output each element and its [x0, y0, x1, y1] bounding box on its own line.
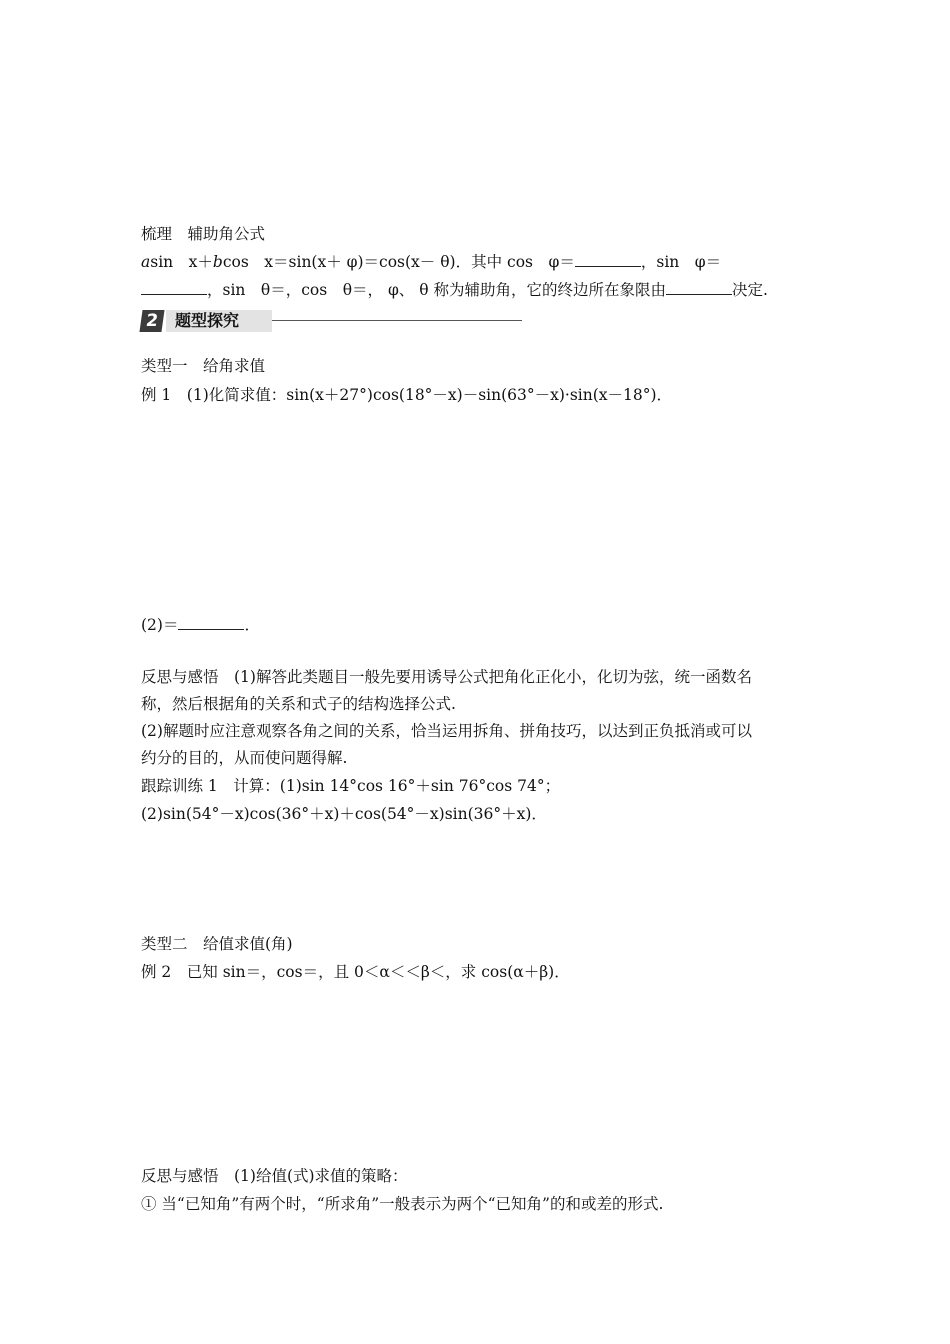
- answer-blank[interactable]: [178, 615, 244, 630]
- type1-heading: 类型一 给角求值: [141, 357, 266, 375]
- formula-part-2: cos x＝sin(x＋ φ)＝cos(x－ θ)．其中 cos φ＝: [222, 253, 575, 271]
- answer-blank[interactable]: [575, 252, 641, 267]
- reflection-line: ① 当“已知角”有两个时，“所求角”一般表示为两个“已知角”的和或差的形式.: [141, 1195, 664, 1213]
- formula-line-1: [141, 252, 721, 272]
- example1-text: 例 1 (1)化简求值：sin(x＋27°)cos(18°－x)－sin(63°－x)·sin(x－18°)．: [141, 386, 673, 404]
- reflection-line: (2)解题时应注意观察各角之间的关系，恰当运用拆角、拼角技巧，以达到正负抵消或可以: [141, 722, 752, 740]
- practice-line: (2)sin(54°－x)cos(36°＋x)＋cos(54°－x)sin(36°＋x)．: [141, 805, 547, 823]
- section-header: [141, 308, 521, 336]
- reflection-line: 称，然后根据角的关系和式子的结构选择公式.: [141, 695, 456, 713]
- formula-part-3: ，sin φ＝: [640, 253, 722, 271]
- example2-text: 例 2 已知 sin＝，cos＝，且 0＜α＜＜β＜，求 cos(α＋β)．: [141, 963, 570, 981]
- formula-line-2: [141, 280, 768, 300]
- part2-prefix: (2)＝: [141, 616, 179, 634]
- formula-part-1: sin x＋: [150, 253, 213, 271]
- practice-line: 跟踪训练 1 计算：(1)sin 14°cos 16°＋sin 76°cos 74°；: [141, 777, 561, 795]
- answer-blank[interactable]: [666, 280, 732, 295]
- section-number-badge: 2: [139, 310, 164, 332]
- formula-a: a: [141, 253, 151, 271]
- formula-line-2-text: ，sin θ＝，cos θ＝， φ、 θ 称为辅助角，它的终边所在象限由: [207, 281, 666, 299]
- formula-line-2-end: 决定.: [732, 281, 768, 299]
- section-title: 题型探究: [175, 311, 240, 330]
- answer-blank[interactable]: [141, 280, 207, 295]
- section-divider: [272, 320, 522, 321]
- example1-part2: [141, 615, 260, 635]
- type2-heading: 类型二 给值求值(角): [141, 935, 293, 953]
- formula-b: b: [212, 253, 223, 271]
- reflection-line: 约分的目的，从而使问题得解.: [141, 749, 348, 767]
- summary-heading: 梳理 辅助角公式: [141, 225, 266, 243]
- reflection-line: 反思与感悟 (1)解答此类题目一般先要用诱导公式把角化正化小，化切为弦，统一函数名: [141, 668, 752, 686]
- reflection-line: 反思与感悟 (1)给值(式)求值的策略：: [141, 1167, 408, 1185]
- part2-suffix: ．: [244, 616, 260, 634]
